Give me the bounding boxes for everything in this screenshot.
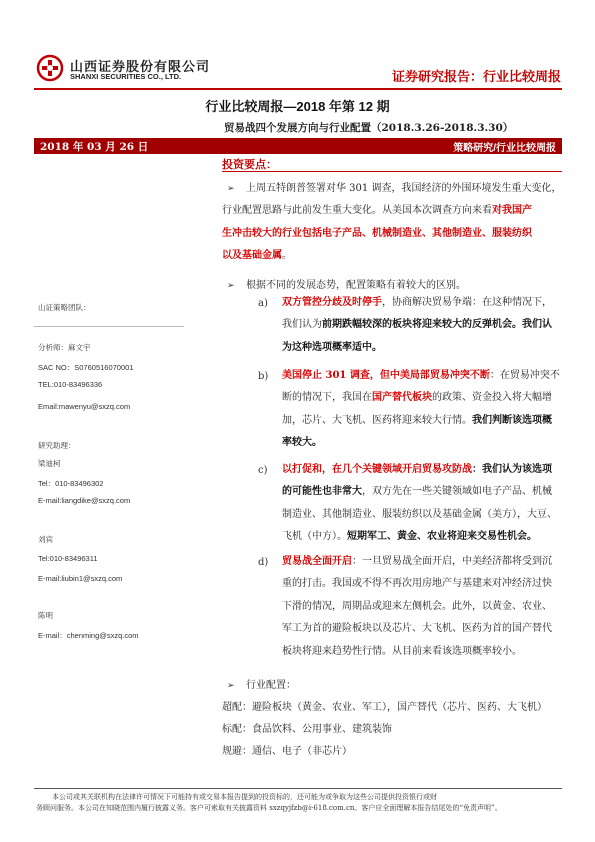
assistant-name-2: 刘宾 xyxy=(38,535,53,544)
text-span-red: 对我国产 xyxy=(492,205,532,217)
analyst-email: Email:mawenyu@sxzq.com xyxy=(38,402,131,411)
text-span: ：在贸易冲突不 xyxy=(489,370,560,381)
text-line xyxy=(282,459,564,481)
text-span-bold: 前期跌幅较深的板块将迎来较大的反弹机会。我们认 xyxy=(322,319,552,331)
scenario-a xyxy=(282,292,564,359)
list-marker-c: c) xyxy=(258,465,268,476)
text-line xyxy=(282,481,564,503)
footer-rule xyxy=(34,788,562,789)
text-line xyxy=(282,314,564,336)
disclaimer-line-2: 务顾问服务。本公司在知晓范围内履行披露义务。客户可索取有关披露资料 sxzqyjfzb@i-618.com.cn。客户应全面理解本报告结尾处的“免责声明”。 xyxy=(36,804,502,812)
assistant-email-1: E-mail:liangdike@sxzq.com xyxy=(38,496,131,505)
text-line xyxy=(282,551,564,573)
arrow-bullet-icon: ➢ xyxy=(227,681,235,691)
text-span-bold: ：我们认为该选项 xyxy=(472,464,552,475)
text-line: 板块将迎来趋势性行情。从目前来看该选项概率较小。 xyxy=(282,645,522,657)
text-span: 断的情况下，我国在 xyxy=(282,392,372,404)
text-line: 下滑的情况，周期品或迎来左侧机会。此外，以黄金、农业、 xyxy=(282,600,552,612)
highlight-paragraph-1 xyxy=(222,178,564,268)
assistant-tel-2: Tel:010-83496311 xyxy=(38,554,98,563)
text-span: 加，芯片、大飞机、医药将迎来较大行情。 xyxy=(282,414,472,426)
list-marker-a: a) xyxy=(258,298,268,309)
assistant-name-1: 梁迪柯 xyxy=(38,459,61,468)
text-span: ：一旦贸易战全面开启，中美经济都将受到沉 xyxy=(352,556,552,567)
list-marker-d: d) xyxy=(258,557,269,568)
text-span-red: 双方管控分歧及时停手 xyxy=(282,297,382,308)
text-line: 制造业、其他制造业、服装纺织以及基础金属（美方），大豆、 xyxy=(282,508,557,520)
text-line xyxy=(282,365,564,387)
sidebar-rule xyxy=(34,326,184,327)
text-line xyxy=(282,410,564,432)
text-span-red: 以打促和，在几个关键领域开启贸易攻防战 xyxy=(282,464,472,475)
text-span-bold: 我们判断该选项概 xyxy=(472,414,552,426)
allocation-neutral: 标配：食品饮料、公用事业、建筑装饰 xyxy=(222,724,392,735)
report-type: 证券研究报告：行业比较周报 xyxy=(391,69,561,84)
text-line xyxy=(282,387,564,409)
text-span-red: 美国停止 301 调查，但中美局部贸易冲突不断 xyxy=(282,370,490,381)
text-span-bold: 短期军工、黄金、农业将迎来交易性机会。 xyxy=(347,531,537,543)
analyst-name: 分析师：麻文宇 xyxy=(38,343,91,352)
text-span: 我们认为 xyxy=(282,319,322,331)
text-span-red: 贸易战全面开启 xyxy=(282,556,352,567)
text-line-red: 生冲击较大的行业包括电子产品、机械制造业、其他制造业、服装纺织 xyxy=(222,227,532,239)
allocation-underweight: 规避：通信、电子（非芯片） xyxy=(222,746,352,757)
text-span: 飞机（中方）。 xyxy=(282,531,347,543)
disclaimer-line-1: 本公司或其关联机构在法律许可情况下可能持有或交易本报告提到的投资标的，还可能为或争取为这些公司提供投资银行或财 xyxy=(52,793,437,801)
text-span-red: 以及基础金属 xyxy=(222,250,282,262)
company-name-cn: 山西证券股份有限公司 xyxy=(70,59,211,74)
text-span: ，协商解决贸易争端：在这种情况下， xyxy=(382,297,552,308)
text-line: 重的打击。我国或不得不再次用房地产与基建来对冲经济过快 xyxy=(282,578,552,590)
text-line-bold: 率较大。 xyxy=(282,437,322,449)
text-line: 军工为首的避险板块以及芯片、大飞机、医药为首的国产替代 xyxy=(282,623,552,635)
arrow-bullet-icon: ➢ xyxy=(227,184,235,194)
text-line-bold: 为这种选项概率适中。 xyxy=(282,341,382,353)
assistant-email-3: E-mail：chenming@sxzq.com xyxy=(38,631,139,640)
header-rule xyxy=(34,88,562,90)
page-subtitle: 贸易战四个发展方向与行业配置（2018.3.26-2018.3.30） xyxy=(224,122,514,134)
highlights-rule xyxy=(222,171,562,172)
text-line: 上周五特朗普签署对华 301 调查，我国经济的外围环境发生重大变化， xyxy=(246,183,562,194)
scenario-c xyxy=(282,459,564,549)
text-line xyxy=(282,292,564,314)
report-category: 策略研究/行业比较周报 xyxy=(453,143,556,154)
text-line xyxy=(282,526,564,548)
assistant-email-2: E-mail:liubin1@sxzq.com xyxy=(38,574,123,583)
allocation-overweight: 超配：避险板块（黄金、农业、军工），国产替代（芯片、医药、大飞机） xyxy=(222,702,547,713)
scenario-b xyxy=(282,365,564,455)
text-line xyxy=(222,200,564,222)
text-span: 的政策、资金投入将大幅增 xyxy=(432,392,552,404)
report-date: 2018 年 03 月 26 日 xyxy=(40,141,149,153)
company-name-en: SHANXI SECURITIES CO., LTD. xyxy=(70,72,182,81)
page-title: 行业比较周报—2018 年第 12 期 xyxy=(205,99,390,114)
text-span: 行业配置思路与此前发生重大变化。从美国本次调查方向来看 xyxy=(222,205,492,217)
highlights-heading: 投资要点： xyxy=(222,159,277,171)
disclaimer xyxy=(36,792,552,814)
arrow-bullet-icon: ➢ xyxy=(227,281,235,291)
team-label: 山证策略团队： xyxy=(38,303,91,312)
highlight-paragraph-2: 根据不同的发展态势，配置策略有着较大的区别。 xyxy=(246,280,466,291)
date-bar xyxy=(34,138,562,154)
text-span: ，双方先在一些关键领域如电子产品、机械 xyxy=(362,486,552,498)
assistant-label: 研究助理： xyxy=(38,441,76,450)
analyst-tel: TEL:010-83496336 xyxy=(38,380,103,389)
analyst-sac: SAC NO：S0760516070001 xyxy=(38,363,134,372)
text-span-red: 国产替代板块 xyxy=(372,392,432,404)
text-line xyxy=(222,245,564,267)
text-span-bold: 的可能性也非常大 xyxy=(282,486,362,498)
list-marker-b: b) xyxy=(258,371,269,382)
assistant-tel-1: Tel：010-83496302 xyxy=(38,479,104,488)
text-span: 。 xyxy=(282,250,292,262)
assistant-name-3: 陈明 xyxy=(38,611,53,620)
company-logo-icon xyxy=(36,54,64,82)
scenario-d xyxy=(282,551,564,663)
allocation-heading: 行业配置： xyxy=(246,680,296,691)
